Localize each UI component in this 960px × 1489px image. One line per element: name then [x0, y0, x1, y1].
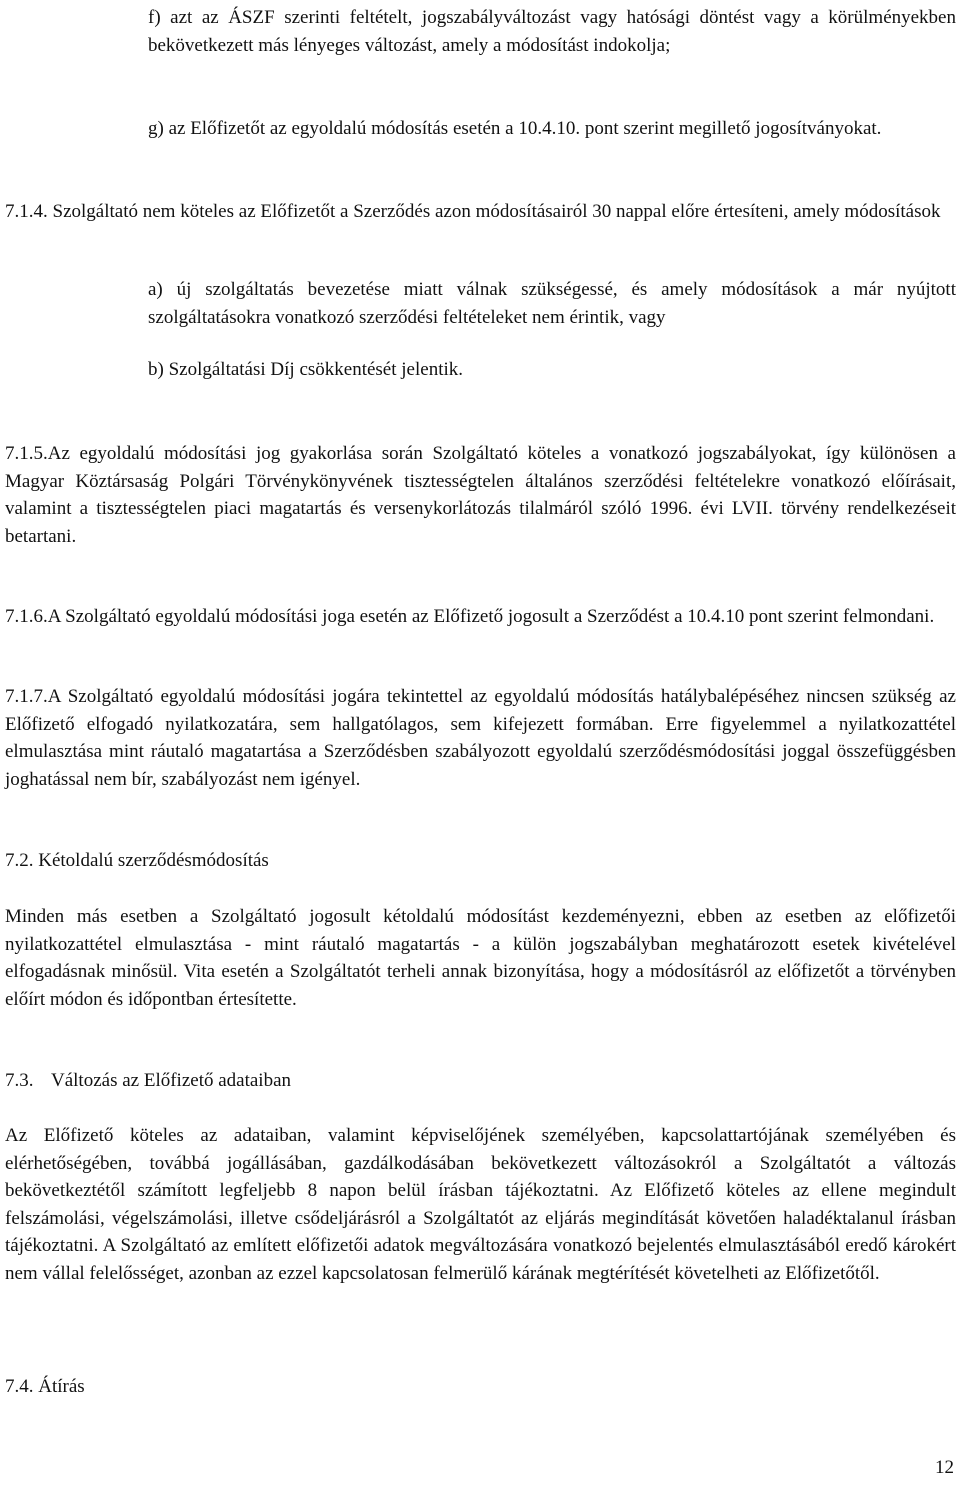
- heading-7-2: [5, 847, 269, 875]
- heading-7-4-number: 7.4.: [5, 1376, 34, 1397]
- section-7-1-4: 7.1.4. Szolgáltató nem köteles az Előfizetőt a Szerződés azon módosításairól 30 nappal előre értesíteni, amely módosítások: [5, 201, 941, 222]
- heading-7-3-number: 7.3.: [5, 1070, 34, 1091]
- section-7-3-body: Az Előfizető köteles az adataiban, valamint képviselőjének személyében, kapcsolattartójának személyében és elérhetőségében, továbbá jogállásában, gazdálkodásában bekövetkezett változásokról a Szolgáltatót a változás bekövetkeztétől számított legfeljebb 8 napon belül írásban tájékoztatni. Az Előfizető köteles az ellene megindult felszámolási, végelszámolási, illetve csődeljárásról a Szolgáltatót az eljárás megindítását követően haladéktalanul írásban tájékoztatni. A Szolgáltató az említett előfizetői adatok megváltozására vonatkozó bejelentés elmulasztásából eredő károkért nem vállal felelősséget, azonban az ezzel kapcsolatosan felmerülő kárának megtérítését követelheti az Előfizetőtől.: [5, 1125, 956, 1284]
- section-7-2-body: Minden más esetben a Szolgáltató jogosult kétoldalú módosítást kezdeményezni, ebben az esetben az előfizetői nyilatkozattétel elmulasztása - mint ráutaló magatartás - a külön jogszabályban meghatározott esetek kivételével elfogadásnak minősül. Vita esetén a Szolgáltatót terheli annak bizonyítása, hogy a módosításról az előfizetőt a törvényben előírt módon és időpontban értesítette.: [5, 906, 956, 1010]
- section-7-1-5: 7.1.5.Az egyoldalú módosítási jog gyakorlása során Szolgáltató köteles a vonatkozó jogszabályokat, így különösen a Magyar Köztársaság Polgári Törvénykönyvének tisztességtelen általános szerződési feltételekre vonatkozó előírásait, valamint a tisztességtelen piaci magatartás és versenykorlátozás tilalmáról szóló 1996. évi LVII. törvény rendelkezéseit betartani.: [5, 443, 956, 547]
- page-number: 12: [935, 1457, 954, 1478]
- item-a: a) új szolgáltatás bevezetése miatt válnak szükségessé, és amely módosítások a már nyújtott szolgáltatásokra vonatkozó szerződési feltételeket nem érintik, vagy: [148, 279, 956, 328]
- item-b: b) Szolgáltatási Díj csökkentését jelentik.: [148, 359, 464, 380]
- section-7-1-6: 7.1.6.A Szolgáltató egyoldalú módosítási joga esetén az Előfizető jogosult a Szerződést a 10.4.10 pont szerint felmondani.: [5, 606, 935, 627]
- heading-7-2-number: 7.2.: [5, 850, 34, 871]
- heading-7-3-title: Változás az Előfizető adataiban: [51, 1070, 292, 1091]
- item-g: g) az Előfizetőt az egyoldalú módosítás esetén a 10.4.10. pont szerint megillető jogosítványokat.: [148, 118, 882, 139]
- heading-7-4-title: Átírás: [38, 1376, 85, 1397]
- heading-7-3: [5, 1067, 291, 1095]
- heading-7-4: [5, 1373, 85, 1401]
- heading-7-2-title: Kétoldalú szerződésmódosítás: [38, 850, 269, 871]
- item-f: f) azt az ÁSZF szerinti feltételt, jogszabályváltozást vagy hatósági döntést vagy a körülményekben bekövetkezett más lényeges változást, amely a módosítást indokolja;: [148, 7, 956, 56]
- section-7-1-7: 7.1.7.A Szolgáltató egyoldalú módosítási jogára tekintettel az egyoldalú módosítás hatálybalépéséhez nincsen szükség az Előfizető elfogadó nyilatkozatára, sem hallgatólagos, sem kifejezett formában. Erre figyelemmel a nyilatkozattétel elmulasztása mint ráutaló magatartása a Szerződésben szabályozott egyoldalú szerződésmódosítási joggal összefüggésben joghatással nem bír, szabályozást nem igényel.: [5, 686, 956, 790]
